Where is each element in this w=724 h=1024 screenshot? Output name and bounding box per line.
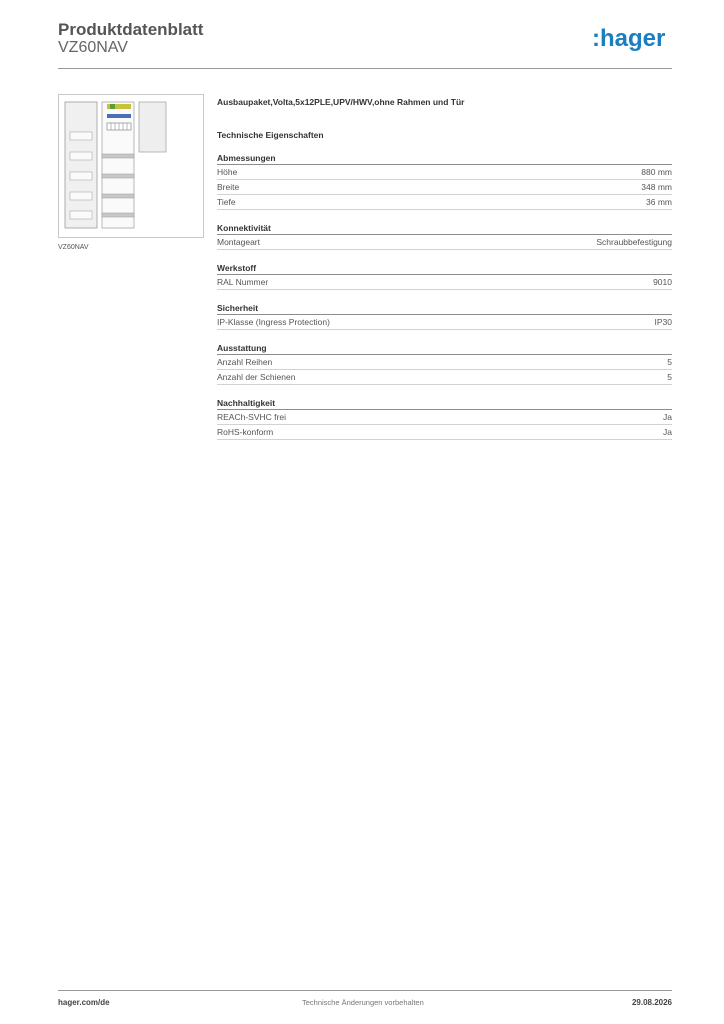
- spec-label: IP-Klasse (Ingress Protection): [217, 317, 330, 327]
- product-illustration: [59, 95, 205, 239]
- section-title: Nachhaltigkeit: [217, 398, 672, 410]
- section-sustainability: [217, 398, 672, 440]
- spec-label: Anzahl der Schienen: [217, 372, 296, 382]
- spec-label: RAL Nummer: [217, 277, 269, 287]
- section-equipment: [217, 343, 672, 385]
- spec-label: REACh-SVHC frei: [217, 412, 286, 422]
- spec-content: [217, 97, 672, 440]
- spec-value: Ja: [663, 427, 672, 437]
- spec-row: [217, 165, 672, 180]
- spec-label: Höhe: [217, 167, 238, 177]
- image-caption: VZ60NAV: [58, 244, 89, 251]
- spec-row: [217, 315, 672, 330]
- header-divider: [58, 68, 672, 69]
- spec-value: 348 mm: [641, 182, 672, 192]
- section-title: Ausstattung: [217, 343, 672, 355]
- spec-value: Schraubbefestigung: [596, 237, 672, 247]
- section-title: Abmessungen: [217, 153, 672, 165]
- spec-row: [217, 425, 672, 440]
- section-safety: [217, 303, 672, 330]
- page-title: Produktdatenblatt: [58, 20, 204, 39]
- footer-divider: [58, 990, 672, 991]
- spec-row: [217, 180, 672, 195]
- product-description: Ausbaupaket,Volta,5x12PLE,UPV/HWV,ohne Rahmen und Tür: [217, 97, 465, 107]
- spec-label: Montageart: [217, 237, 260, 247]
- spec-row: [217, 235, 672, 250]
- spec-row: [217, 410, 672, 425]
- spec-row: [217, 275, 672, 290]
- spec-label: Tiefe: [217, 197, 236, 207]
- section-title: Sicherheit: [217, 303, 672, 315]
- spec-row: [217, 355, 672, 370]
- spec-label: Breite: [217, 182, 240, 192]
- spec-label: RoHS-konform: [217, 427, 274, 437]
- section-title: Konnektivität: [217, 223, 672, 235]
- spec-value: 36 mm: [646, 197, 672, 207]
- spec-value: 5: [667, 372, 672, 382]
- spec-value: IP30: [654, 317, 672, 327]
- spec-value: Ja: [663, 412, 672, 422]
- spec-row: [217, 370, 672, 385]
- logo-text: :hager: [592, 26, 666, 52]
- spec-row: [217, 195, 672, 210]
- section-dimensions: [217, 153, 672, 210]
- section-material: [217, 263, 672, 290]
- section-title: Werkstoff: [217, 263, 672, 275]
- spec-value: 880 mm: [641, 167, 672, 177]
- footer-note: Technische Änderungen vorbehalten: [302, 998, 424, 1007]
- specs-heading: Technische Eigenschaften: [217, 130, 324, 140]
- footer-website-link[interactable]: hager.com/de: [58, 998, 110, 1007]
- section-connectivity: [217, 223, 672, 250]
- spec-value: 9010: [653, 277, 672, 287]
- product-code: VZ60NAV: [58, 39, 128, 56]
- spec-label: Anzahl Reihen: [217, 357, 273, 367]
- spec-value: 5: [667, 357, 672, 367]
- hager-logo: [592, 26, 674, 54]
- footer-date: 29.08.2026: [631, 998, 672, 1007]
- product-image: [58, 94, 204, 238]
